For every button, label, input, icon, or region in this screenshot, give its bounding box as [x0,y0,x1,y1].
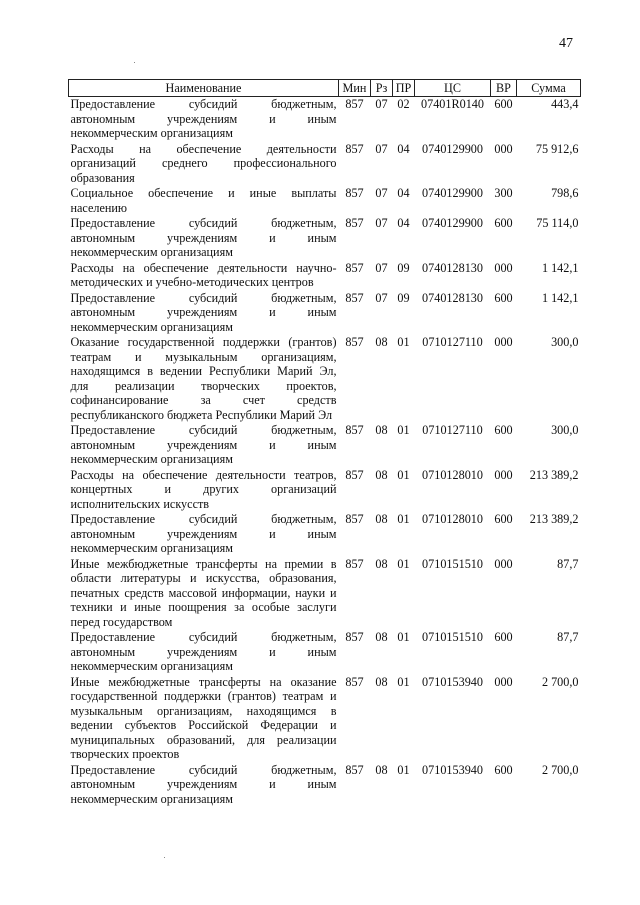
row-name: Иные межбюджетные трансферты на премии в области литературы и искусства, образования, печатных средств массовой информации, науки и техники и иные поощрения за особые заслуги перед государством [70,556,337,629]
table-row [69,335,581,423]
row-sum: 75 114,0 [536,216,579,230]
row-pr: 04 [397,186,410,200]
row-sum: 75 912,6 [535,141,579,156]
header-cs: ЦС [415,80,491,97]
row-sum: 87,7 [557,630,579,644]
header-name: Наименование [69,80,339,97]
row-rz: 07 [375,260,388,275]
row-rz: 08 [375,630,388,644]
row-sum: 2 700,0 [541,674,579,689]
scan-speck [164,857,165,858]
row-sum: 300,0 [551,423,579,437]
row-cs: 0710127110 [422,335,483,349]
row-rz: 08 [375,674,388,689]
row-cs: 0740128130 [422,260,483,275]
row-rz: 08 [375,335,388,349]
row-vr: 000 [494,674,513,689]
row-rz: 08 [375,512,388,526]
row-rz: 07 [375,97,388,111]
row-name: Предоставление субсидий бюджетным, автономным учреждениям и иным некоммерческим организациям [70,216,337,259]
header-pr: ПР [393,80,415,97]
row-rz: 08 [375,556,388,571]
row-cs: 0740128130 [422,290,483,305]
row-vr: 300 [494,186,513,200]
row-sum: 213 389,2 [529,467,579,482]
row-min: 857 [345,556,364,571]
table-body [69,97,581,808]
row-sum: 300,0 [551,335,579,349]
row-sum: 798,6 [551,186,579,200]
row-cs: 0740129900 [422,186,483,200]
budget-table [68,79,581,807]
row-name: Предоставление субсидий бюджетным, автономным учреждениям и иным некоммерческим организациям [70,423,337,466]
scan-speck [134,62,135,63]
row-pr: 01 [397,674,410,689]
row-sum: 1 142,1 [541,260,579,275]
table-row [69,557,581,631]
row-rz: 08 [375,423,388,437]
table-row [69,186,581,216]
row-vr: 600 [494,512,513,526]
row-name: Предоставление субсидий бюджетным, автономным учреждениям и иным некоммерческим организациям [70,512,337,555]
row-pr: 04 [397,141,410,156]
row-pr: 02 [397,97,410,111]
row-pr: 01 [397,467,410,482]
table-row [69,630,581,675]
row-vr: 000 [494,556,513,571]
row-rz: 07 [375,290,388,305]
row-vr: 000 [494,335,513,349]
row-min: 857 [345,512,364,526]
row-min: 857 [345,674,364,689]
row-pr: 01 [397,423,410,437]
row-vr: 000 [494,260,513,275]
row-cs: 0710127110 [422,423,483,437]
table-row [69,142,581,187]
row-min: 857 [345,335,364,349]
row-vr: 000 [494,141,513,156]
row-min: 857 [345,762,364,777]
header-vr: ВР [491,80,517,97]
row-sum: 2 700,0 [541,762,579,777]
row-sum: 213 389,2 [529,512,579,526]
row-min: 857 [345,216,364,230]
row-min: 857 [345,186,364,200]
row-name: Оказание государственной поддержки (грантов) театрам и музыкальным организациям, находящимся в ведении Республики Марий Эл, для реализации творческих проектов, софинансирование за счет средств республиканского бюджета Республики Марий Эл [70,335,337,422]
row-rz: 07 [375,216,388,230]
row-sum: 87,7 [557,556,579,571]
header-sum: Сумма [517,80,581,97]
row-vr: 600 [494,216,513,230]
row-vr: 600 [494,423,513,437]
row-name: Иные межбюджетные трансферты на оказание государственной поддержки (грантов) театрам и музыкальным организациям, находящимся в ведении субъектов Российской Федерации и муниципальных образований, для реализации творческих проектов [70,674,337,761]
row-vr: 000 [494,467,513,482]
row-cs: 0710153940 [422,762,483,777]
row-rz: 07 [375,186,388,200]
row-pr: 01 [397,762,410,777]
row-min: 857 [345,260,364,275]
page-number: 47 [559,36,573,51]
row-name: Предоставление субсидий бюджетным, автономным учреждениям и иным некоммерческим организациям [70,762,337,806]
row-vr: 600 [494,630,513,644]
table-row [69,468,581,513]
row-name: Предоставление субсидий бюджетным, автономным учреждениям и иным некоммерческим организациям [70,290,337,334]
table-row [69,423,581,468]
table-row [69,291,581,336]
row-vr: 600 [494,290,513,305]
row-vr: 600 [494,762,513,777]
row-min: 857 [345,97,364,111]
row-cs: 0740129900 [422,216,483,230]
row-rz: 07 [375,141,388,156]
row-name: Расходы на обеспечение деятельности театров, концертных и других организаций исполнительских искусств [70,467,337,511]
row-sum: 1 142,1 [541,290,579,305]
row-name: Расходы на обеспечение деятельности организаций среднего профессионального образования [70,141,337,185]
row-cs: 0710153940 [422,674,483,689]
row-name: Социальное обеспечение и иные выплаты населению [70,186,337,215]
table-row [69,675,581,763]
row-sum: 443,4 [551,97,579,111]
table-row [69,512,581,557]
row-cs: 0710128010 [422,467,483,482]
row-min: 857 [345,630,364,644]
table-row [69,97,581,142]
row-vr: 600 [494,97,513,111]
table-row [69,763,581,808]
table-row [69,216,581,261]
header-rz: Рз [371,80,393,97]
row-min: 857 [345,290,364,305]
row-min: 857 [345,141,364,156]
row-min: 857 [345,423,364,437]
row-cs: 07401R0140 [421,97,484,111]
row-name: Предоставление субсидий бюджетным, автономным учреждениям и иным некоммерческим организациям [70,97,337,140]
table-row [69,261,581,291]
header-min: Мин [339,80,371,97]
row-min: 857 [345,467,364,482]
row-pr: 04 [397,216,410,230]
row-pr: 01 [397,335,410,349]
row-cs: 0710151510 [422,630,483,644]
row-rz: 08 [375,467,388,482]
row-pr: 09 [397,260,410,275]
row-cs: 0710151510 [422,556,483,571]
row-name: Предоставление субсидий бюджетным, автономным учреждениям и иным некоммерческим организациям [70,630,337,673]
row-pr: 01 [397,630,410,644]
row-rz: 08 [375,762,388,777]
row-cs: 0740129900 [422,141,483,156]
row-name: Расходы на обеспечение деятельности научно-методических и учебно-методических центров [70,260,337,289]
table-header [69,80,581,97]
row-pr: 01 [397,512,410,526]
row-pr: 01 [397,556,410,571]
row-cs: 0710128010 [422,512,483,526]
row-pr: 09 [397,290,410,305]
